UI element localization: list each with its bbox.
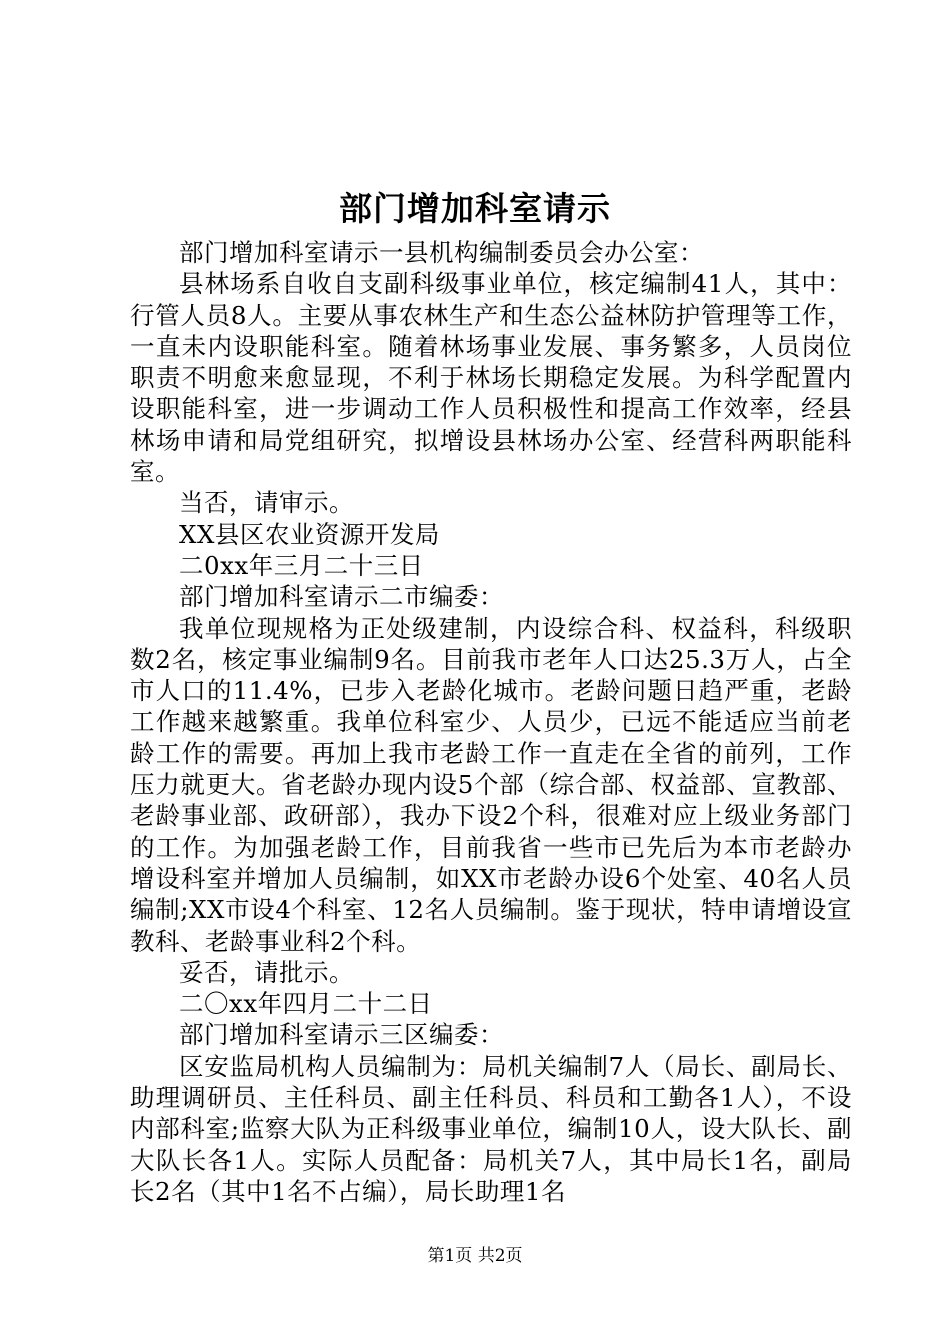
paragraph-6: 部门增加科室请示二市编委： [179,582,504,612]
paragraph-2: 县林场系自收自支副科级事业单位，核定编制41人，其中：行管人员8人。主要从事农林生产和生态公益林防护管理等工作，一直未内设职能科室。随着林场事业发展、事务繁多，人员岗位职责不明愈来愈显现，不利于林场长期稳定发展。为科学配置内设职能科室，进一步调动工作人员积极性和提高工作效率，经县林场申请和局党组研究，拟增设县林场办公室、经营科两职能科室。 [130,269,852,487]
paragraph-1: 部门增加科室请示一县机构编制委员会办公室： [179,238,704,267]
document-body [130,237,852,1207]
page-footer: 第1页 共2页 [427,1246,523,1266]
paragraph-3: 当否，请审示。 [179,488,354,518]
paragraph-9: 二〇xx年四月二十二日 [179,989,433,1019]
paragraph-4: XX县区农业资源开发局 [179,519,440,549]
paragraph-8: 妥否，请批示。 [179,957,354,987]
paragraph-11: 区安监局机构人员编制为：局机关编制7人（局长、副局长、助理调研员、主任科员、副主任科员、科员和工勤各1人），不设内部科室;监察大队为正科级事业单位，编制10人，设大队长、副大队长各1人。实际人员配备：局机关7人，其中局长1名，副局长2名（其中1名不占编），局长助理1名 [130,1051,852,1206]
paragraph-7: 我单位现规格为正处级建制，内设综合科、权益科，科级职数2名，核定事业编制9名。目前我市老年人口达25.3万人，占全市人口的11.4%，已步入老龄化城市。老龄问题日趋严重，老龄工作越来越繁重。我单位科室少、人员少，已远不能适应当前老龄工作的需要。再加上我市老龄工作一直走在全省的前列，工作压力就更大。省老龄办现内设5个部（综合部、权益部、宣教部、老龄事业部、政研部），我办下设2个科，很难对应上级业务部门的工作。为加强老龄工作，目前我省一些市已先后为本市老龄办增设科室并增加人员编制，如XX市老龄办设6个处室、40名人员编制;XX市设4个科室、12名人员编制。鉴于现状，特申请增设宣教科、老龄事业科2个科。 [130,613,852,956]
paragraph-10: 部门增加科室请示三区编委： [179,1020,504,1050]
document-title: 部门增加科室请示 [339,189,611,228]
paragraph-5: 二0xx年三月二十三日 [179,550,424,580]
